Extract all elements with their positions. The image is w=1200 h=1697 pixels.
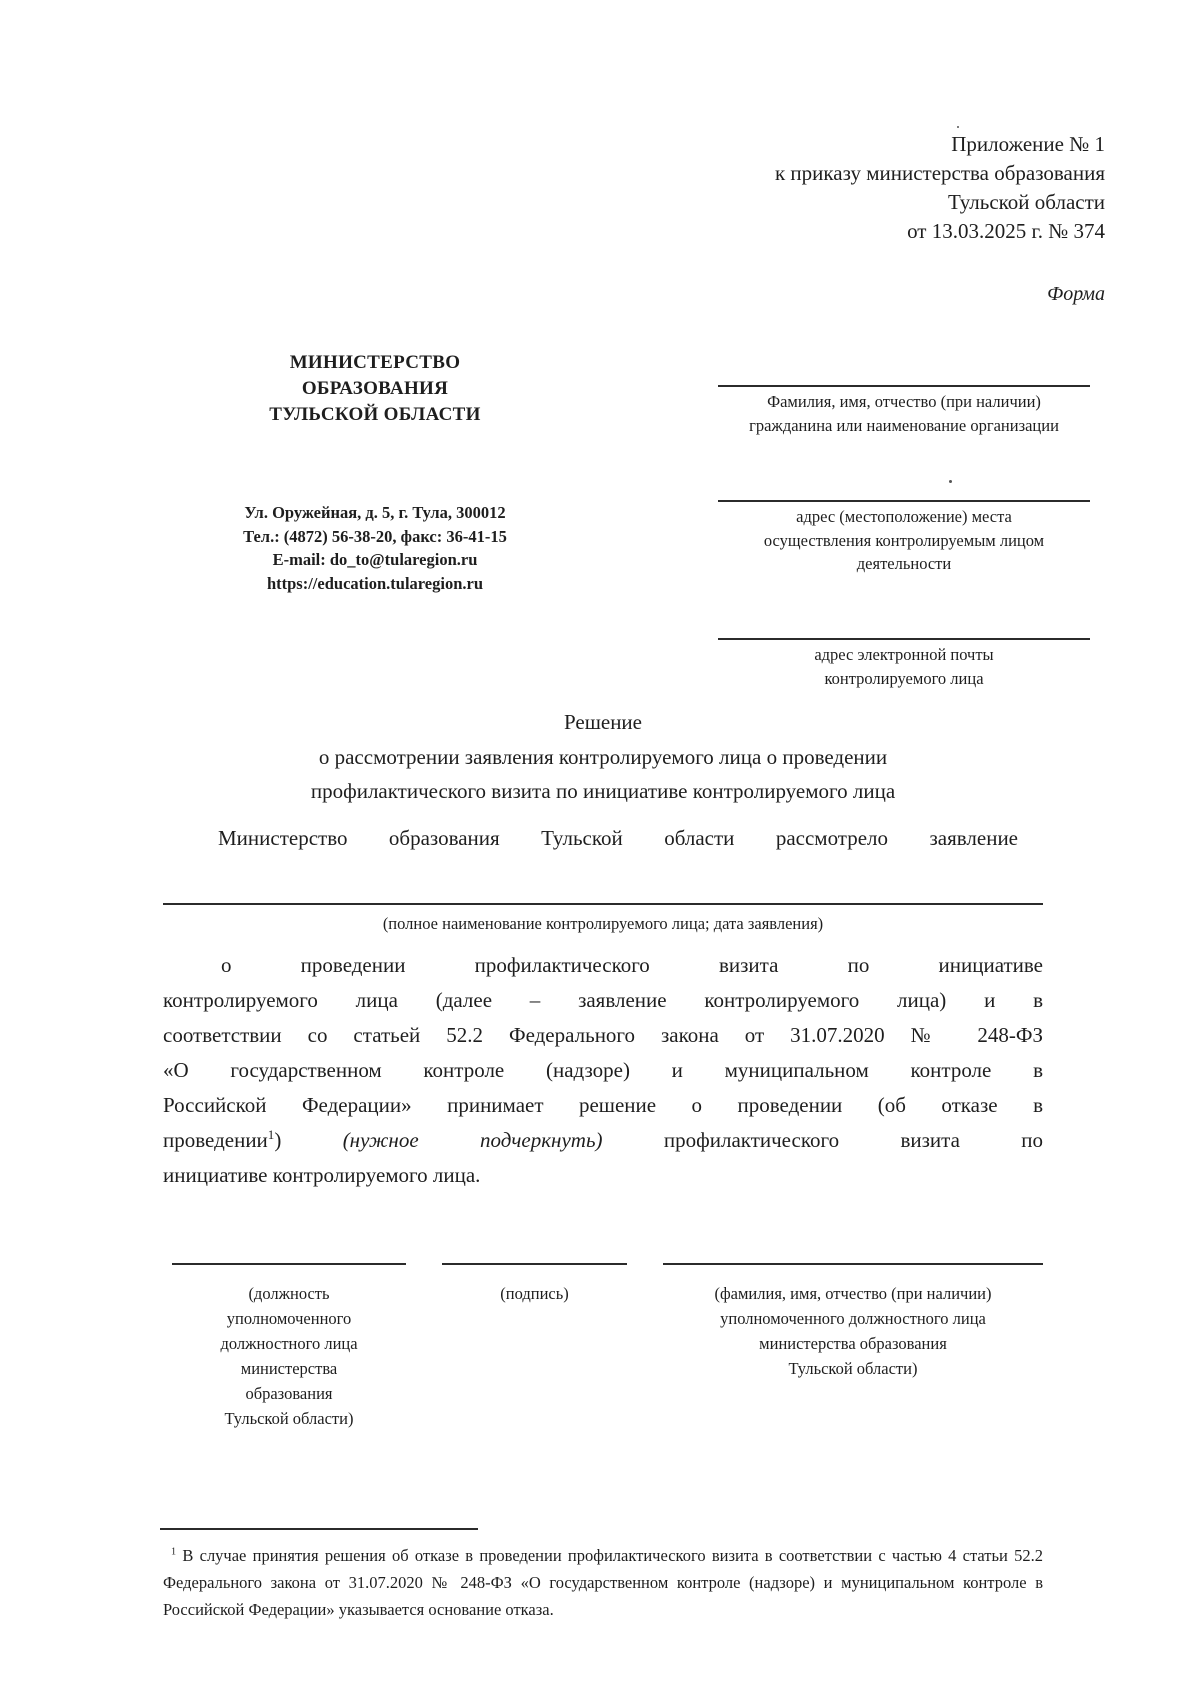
signature-caption-line: должностного лица [220, 1334, 358, 1353]
signature-caption: (подпись) [500, 1284, 569, 1303]
body-line: инициативе контролируемого лица. [163, 1163, 481, 1187]
body-text: проведении [163, 1128, 268, 1152]
signature-caption-line: уполномоченного [226, 1309, 352, 1328]
blank-line [718, 500, 1090, 502]
field-caption-line: Фамилия, имя, отчество (при наличии) [767, 392, 1041, 411]
underline-instruction: (нужное подчеркнуть) [342, 1128, 603, 1152]
ministry-name-line: МИНИСТЕРСТВО [289, 352, 461, 373]
body-line: Российской Федерации» принимает решение о проведении (об отказе в [163, 1093, 1043, 1117]
blank-line [718, 385, 1090, 387]
appendix-line: Тульской области [947, 190, 1105, 214]
body-text: профилактического визита по [602, 1128, 1043, 1152]
field-email [718, 638, 1090, 690]
field-controlled-person-name [718, 385, 1090, 437]
body-line [163, 1123, 1043, 1158]
signature-caption-line: уполномоченного должностного лица [720, 1309, 986, 1328]
signature-caption-line: образования [245, 1384, 333, 1403]
footnote-number: 1 [171, 1546, 177, 1558]
blank-line [718, 638, 1090, 640]
signature-caption-line: (фамилия, имя, отчество (при наличии) [714, 1284, 992, 1303]
body-line: контролируемого лица (далее – заявление контролируемого лица) и в [163, 988, 1043, 1012]
signature-caption [663, 1281, 1043, 1381]
appendix-line: от 13.03.2025 г. № 374 [907, 219, 1105, 243]
document-subtitle-line: о рассмотрении заявления контролируемого лица о проведении [318, 745, 888, 769]
intro-sentence: Министерство образования Тульской области рассмотрело заявление [218, 826, 1018, 850]
signature-caption-line: министерства образования [759, 1334, 947, 1353]
field-caption-line: гражданина или наименование организации [749, 415, 1059, 435]
signature-blank-line [442, 1263, 627, 1265]
blank-line-controlled-person [163, 903, 1043, 905]
signature-position-column [172, 1263, 406, 1431]
scan-speck [949, 480, 952, 483]
ministry-name-line: ТУЛЬСКОЙ ОБЛАСТИ [269, 404, 481, 425]
field-caption-line: осуществления контролируемым лицом [763, 530, 1045, 550]
field-activity-address [718, 500, 1090, 576]
signature-caption [172, 1281, 406, 1431]
signature-blank-line [663, 1263, 1043, 1265]
appendix-line: Приложение № 1 [951, 132, 1105, 156]
field-caption [718, 505, 1090, 576]
blank-line-caption: (полное наименование контролируемого лица; дата заявления) [382, 914, 824, 933]
field-caption-line: адрес электронной почты [814, 645, 994, 664]
body-line: «О государственном контроле (надзоре) и муниципальном контроле в [163, 1058, 1043, 1082]
field-caption [718, 643, 1090, 690]
ministry-address [165, 501, 585, 595]
field-caption-line: деятельности [856, 554, 952, 573]
ministry-name-line: ОБРАЗОВАНИЯ [301, 378, 449, 399]
signature-fio-column [663, 1263, 1043, 1381]
body-text: ) [274, 1128, 343, 1152]
field-caption-line: контролируемого лица [824, 668, 984, 688]
ministry-address-line: E-mail: do_to@tularegion.ru [272, 550, 478, 569]
signature-caption-line: Тульской области) [788, 1359, 918, 1378]
document-subtitle-line: профилактического визита по инициативе контролируемого лица [310, 779, 896, 803]
signature-sign-column [442, 1263, 627, 1306]
scan-speck [957, 126, 959, 128]
appendix-reference [565, 130, 1105, 246]
ministry-address-line: https://education.tularegion.ru [266, 573, 484, 593]
appendix-line: к приказу министерства образования [774, 161, 1105, 185]
signature-blank-line [172, 1263, 406, 1265]
field-caption-line: адрес (местоположение) места [796, 507, 1012, 526]
footnote-reference: 1 [267, 1127, 275, 1142]
signature-caption-line: (должность [248, 1284, 330, 1303]
field-caption [718, 390, 1090, 437]
body-paragraph [163, 948, 1043, 1193]
document-title: Решение [563, 710, 642, 734]
ministry-address-line: Ул. Оружейная, д. 5, г. Тула, 300012 [244, 503, 506, 522]
body-line: о проведении профилактического визита по инициативе [221, 953, 1043, 977]
footnote-body: В случае принятия решения об отказе в проведении профилактического визита в соответствии с частью 4 статьи 52.2 Федерального закона от 31.07.2020 № 248-ФЗ «О государственном контроле (надзоре) и муниципальном контроле в Российской Федерации» указывается основание отказа. [163, 1546, 1043, 1619]
footnote-text [163, 1542, 1043, 1623]
footnote-separator [160, 1528, 478, 1530]
ministry-name [165, 350, 585, 428]
signature-caption-line: министерства [240, 1359, 338, 1378]
form-label: Форма [1047, 283, 1105, 305]
signature-caption-line: Тульской области) [224, 1409, 354, 1428]
body-line: соответствии со статьей 52.2 Федерального закона от 31.07.2020 № 248-ФЗ [163, 1023, 1043, 1047]
ministry-address-line: Тел.: (4872) 56-38-20, факс: 36-41-15 [243, 526, 507, 546]
